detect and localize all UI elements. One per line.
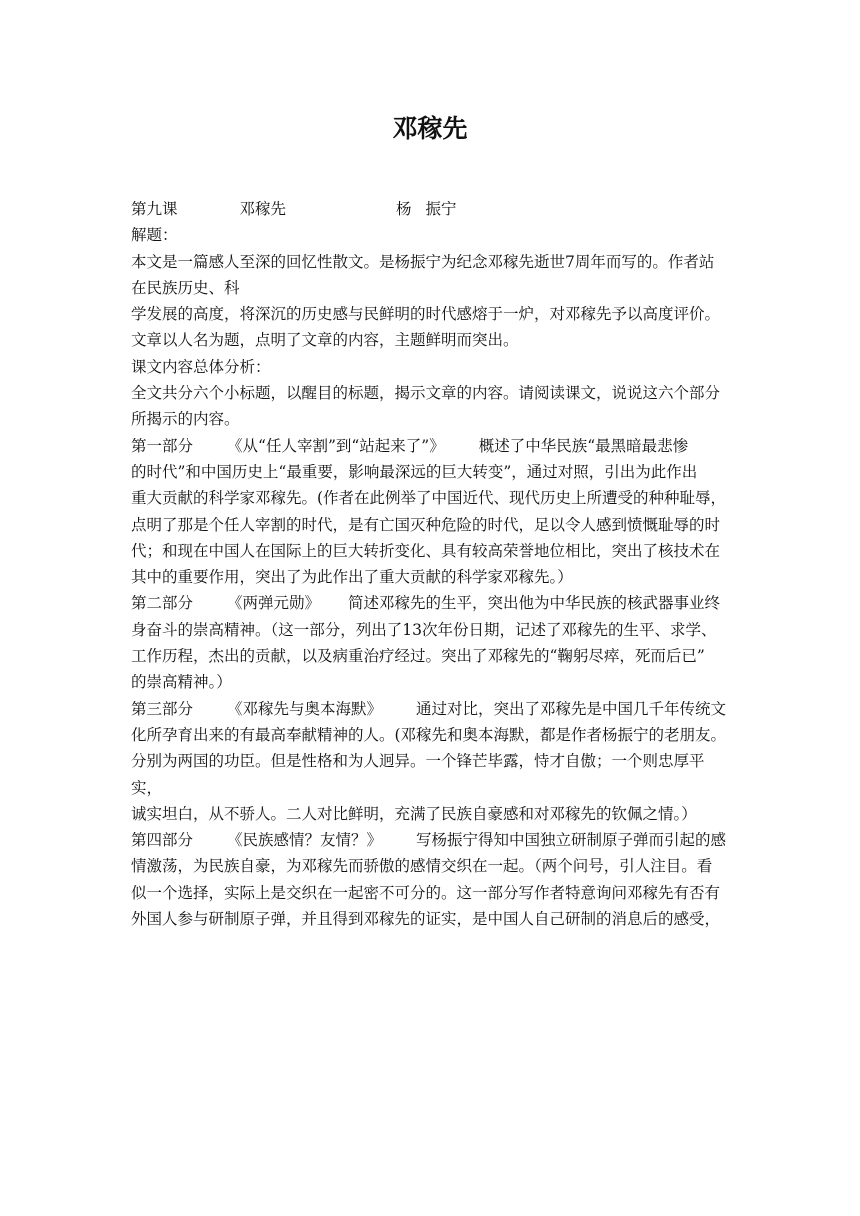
text-line: 学发展的高度，将深沉的历史感与民鲜明的时代感熔于一炉，对邓稼先予以高度评价。: [131, 305, 721, 324]
part1-first-line: [131, 433, 731, 459]
part1-heading: 《从“任人宰割”到“站起来了”》: [227, 436, 445, 455]
part1-label: 第一部分: [131, 436, 194, 455]
part2-label: 第二部分: [131, 594, 194, 613]
author-surname: 杨: [396, 200, 412, 218]
text-line: 解题：: [131, 226, 178, 245]
text-line: 其中的重要作用，突出了为此作出了重大贡献的科学家邓稼先。）: [131, 568, 573, 587]
text-line: 情激荡，为民族自豪，为邓稼先而骄傲的感情交织在一起。（两个问号，引人注目。看: [131, 857, 713, 876]
text-line: 所揭示的内容。: [131, 410, 240, 429]
part2-summary: 简述邓稼先的生平，突出他为中华民族的核武器事业终: [348, 594, 721, 613]
part2-first-line: [131, 590, 731, 616]
part2-heading: 《两弹元勋》: [227, 594, 321, 613]
text-line: 点明了那是个任人宰割的时代，是有亡国灭种危险的时代，足以令人感到愤慨耻辱的时: [131, 515, 721, 534]
part4-summary: 写杨振宁得知中国独立研制原子弹而引起的感: [416, 831, 727, 850]
text-line: 的时代”和中国历史上“最重要，影响最深远的巨大转变”，通过对照，引出为此作出: [131, 462, 698, 481]
text-line: 诚实坦白，从不骄人。二人对比鲜明，充满了民族自豪感和对邓稼先的钦佩之情。）: [131, 804, 697, 823]
part4-first-line: [131, 827, 731, 853]
lesson-number: 第九课: [131, 200, 178, 218]
page-title: 邓稼先: [392, 114, 468, 143]
lesson-meta-line: [131, 196, 731, 222]
text-line: 化所孕育出来的有最高奉献精神的人。(邓稼先和奥本海默，都是作者杨振宁的老朋友。: [131, 725, 727, 744]
part1-summary: 概述了中华民族“最黑暗最悲惨: [478, 436, 689, 455]
section-heading: 课文内容总体分析：: [131, 357, 271, 376]
lesson-title: 邓稼先: [239, 200, 287, 218]
text-line: 分别为两国的功臣。但是性格和为人迥异。一个锋芒毕露，恃才自傲；一个则忠厚平实，: [131, 752, 705, 797]
text-line: 本文是一篇感人至深的回忆性散文。是杨振宁为纪念邓稼先逝世7周年而写的。作者站: [131, 252, 715, 271]
text-line: 在民族历史、科: [131, 278, 240, 297]
author-given-name: 振宁: [425, 200, 457, 218]
text-line: 代；和现在中国人在国际上的巨大转折变化、具有较高荣誉地位相比，突出了核技术在: [131, 541, 721, 560]
part4-heading: 《民族感情？友情？》: [227, 831, 383, 850]
text-line: 身奋斗的崇高精神。（这一部分，列出了13次年份日期，记述了邓稼先的生平、求学、: [131, 620, 717, 639]
part3-summary: 通过对比，突出了邓稼先是中国几千年传统文: [416, 699, 727, 718]
text-line: 全文共分六个小标题，以醒目的标题，揭示文章的内容。请阅读课文，说说这六个部分: [131, 384, 721, 403]
text-line: 文章以人名为题，点明了文章的内容，主题鲜明而突出。: [131, 331, 519, 350]
text-line: 外国人参与研制原子弹，并且得到邓稼先的证实，是中国人自己研制的消息后的感受，: [131, 910, 721, 929]
text-line: 重大贡献的科学家邓稼先。(作者在此例举了中国近代、现代历史上所遭受的种种耻辱，: [131, 489, 727, 508]
text-line: 工作历程，杰出的贡献，以及病重治疗经过。突出了邓稼先的“鞠躬尽瘁，死而后已”: [131, 647, 705, 666]
document-body: [131, 196, 731, 932]
text-line: 似一个选择，实际上是交织在一起密不可分的。这一部分写作者特意询问邓稼先有否有: [131, 883, 721, 902]
part4-label: 第四部分: [131, 831, 194, 850]
part3-first-line: [131, 696, 731, 722]
text-line: 的崇高精神。）: [131, 673, 232, 692]
part3-label: 第三部分: [131, 699, 194, 718]
part3-heading: 《邓稼先与奥本海默》: [227, 699, 383, 718]
